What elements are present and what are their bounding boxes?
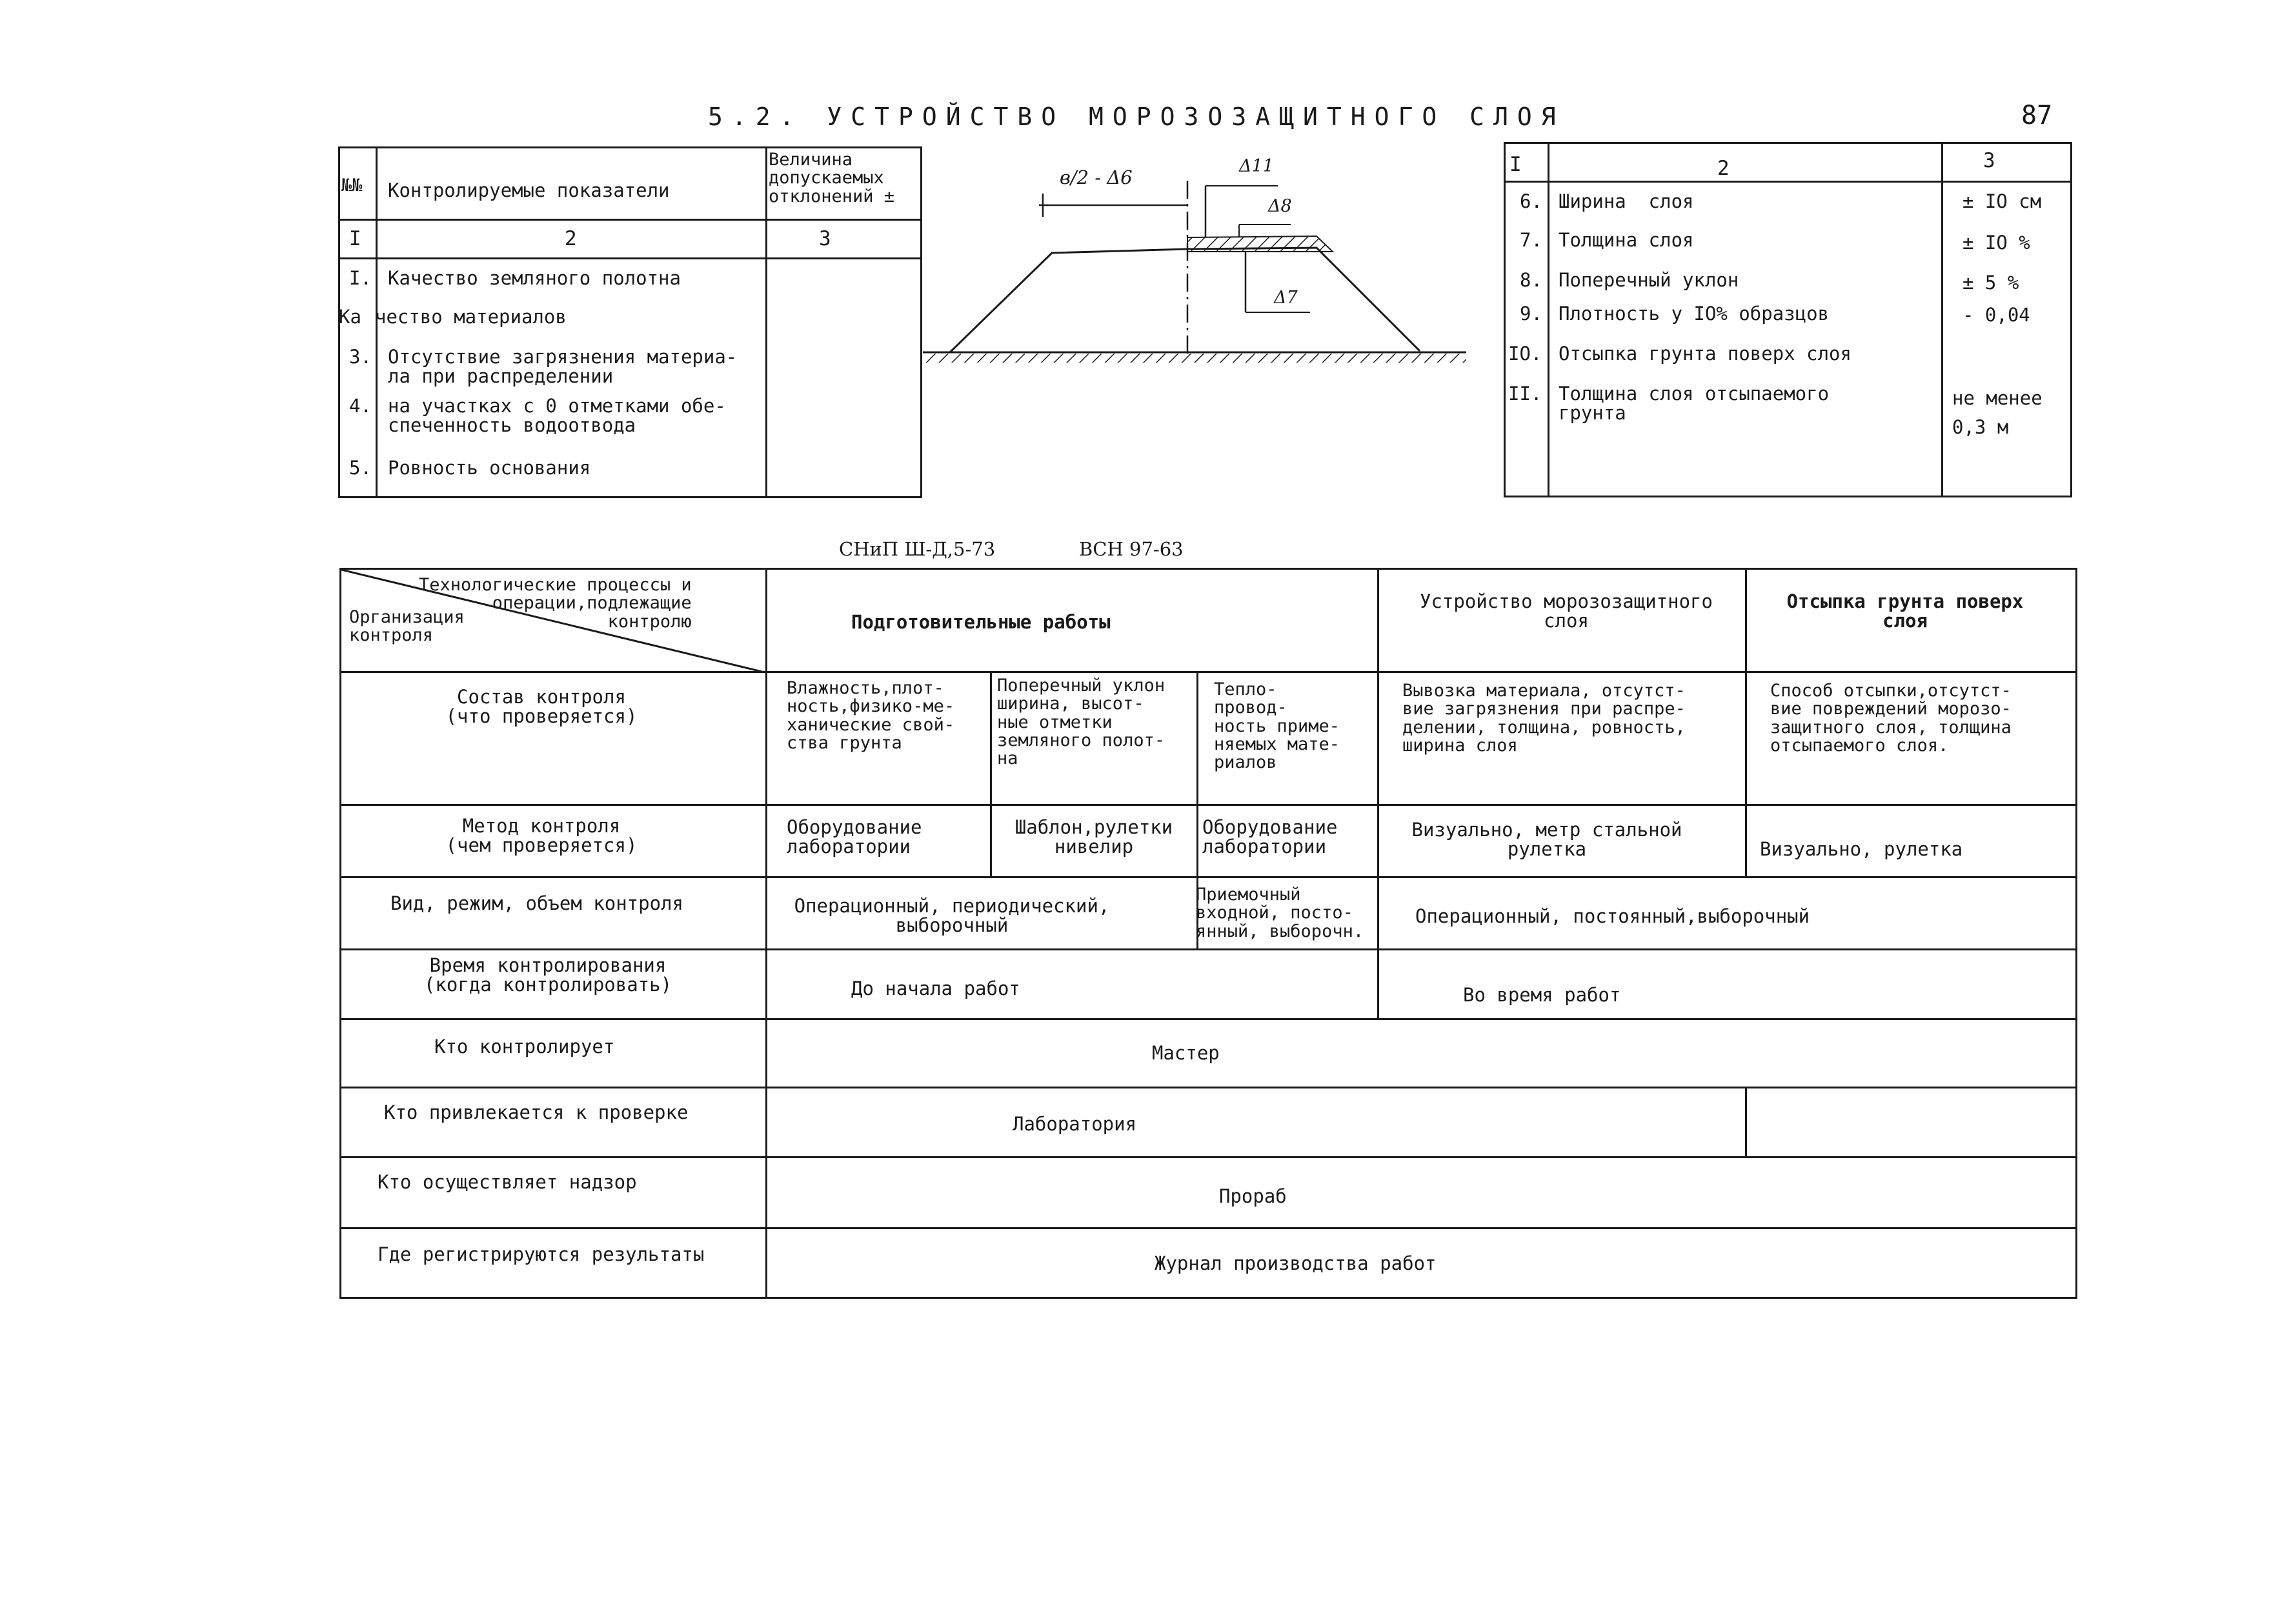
label-supervision: Кто осуществляет надзор (341, 1158, 767, 1228)
corner-cell (341, 569, 767, 672)
col-layer-header: Устройство морозозащитного слоя (1378, 569, 1746, 672)
cross-section-drawing (916, 142, 1471, 387)
row-tolerances (767, 259, 922, 497)
label-time: Время контролирования (когда контролировать) (341, 950, 767, 1019)
method-c1: Оборудование лаборатории (767, 805, 991, 877)
label-method: Метод контроля (чем проверяется) (341, 805, 767, 877)
mode-c12: Операционный, периодический, выборочный (767, 877, 1198, 950)
frost-layer (1187, 236, 1333, 252)
indicator-3: Отсутствие загрязнения материа- ла при распределении (388, 346, 738, 388)
label-half-width: в/2 - Δ6 (1060, 166, 1133, 188)
label-results: Где регистрируются результаты (341, 1228, 767, 1298)
rindicator-7: Толщина слоя (1559, 229, 1694, 251)
tol-7: ± IO % (1962, 232, 2030, 254)
row-numbers: I. Ка 3. 4. 5. (339, 259, 377, 497)
rrow-tolerances (1942, 182, 2072, 497)
method-c3: Оборудование лаборатории (1198, 805, 1378, 877)
composition-c4: Вывозка материала, отсутст- вие загрязнения при распре- делении, толщина, ровность, ширина слоя (1378, 672, 1746, 805)
time-c123: До начала работ (767, 950, 1378, 1019)
rcolnum-1: I (1505, 143, 1549, 182)
results-value: Журнал производства работ (767, 1228, 2077, 1298)
reference-snip: СНиП Ш-Д,5-73 (839, 538, 996, 560)
tol-8: ± 5 % (1962, 272, 2019, 294)
corner-processes: Технологические процессы и операции,подлежащие контролю (419, 575, 692, 632)
rindicator-8: Поперечный уклон (1559, 269, 1739, 291)
corner-organization: Организация контроля (349, 607, 465, 646)
page-number: 87 (2021, 101, 2053, 130)
tol-11: не менее 0,3 м (1952, 387, 2043, 438)
ground-hatching (924, 354, 1466, 363)
who-involved-value: Лаборатория (767, 1088, 1746, 1158)
header-indicator: Контролируемые показатели (377, 148, 767, 220)
rindicator-9: Плотность у IO% образцов (1559, 303, 1830, 325)
method-c5: Визуально, рулетка (1746, 805, 2077, 877)
rindicator-10: Отсыпка грунта поверх слоя (1559, 343, 1851, 365)
label-who-involved: Кто привлекается к проверке (341, 1088, 767, 1158)
tol-9: - 0,04 (1962, 304, 2030, 326)
label-delta-8: Δ8 (1268, 196, 1292, 216)
label-composition: Состав контроля (что проверяется) (341, 672, 767, 805)
mode-c3: Приемочный входной, посто- янный, выборочн. (1198, 877, 1378, 950)
header-num: №№ (339, 148, 377, 220)
colnum-1: I (339, 220, 377, 259)
rrow-numbers: 6. 7. 8. 9. IO. II. (1505, 182, 1549, 497)
indicator-4: на участках с 0 отметками обе- спеченность водоотвода (388, 395, 726, 437)
who-controls-value: Мастер (767, 1019, 2077, 1088)
rcolnum-2: 2 (1549, 143, 1942, 182)
indicator-1: Качество земляного полотна (388, 267, 681, 289)
mode-c45: Операционный, постоянный,выборочный (1378, 877, 2077, 950)
composition-c2: Поперечный уклон ширина, высот- ные отметки земляного полот- на (991, 672, 1198, 805)
supervision-value: Прораб (767, 1158, 2077, 1228)
header-tolerance: Величина допускаемых отклонений ± (767, 148, 922, 220)
colnum-2: 2 (377, 220, 767, 259)
rrow-indicators (1549, 182, 1942, 497)
embankment-outline (950, 248, 1420, 352)
colnum-3: 3 (767, 220, 922, 259)
rindicator-11: Толщина слоя отсыпаемого грунта (1559, 383, 1830, 425)
method-c2: Шаблон,рулетки нивелир (991, 805, 1198, 877)
page-title: 5.2. УСТРОЙСТВО МОРОЗОЗАЩИТНОГО СЛОЯ (708, 103, 1565, 131)
composition-c5: Способ отсыпки,отсутст- вие повреждений морозо- защитного слоя, толщина отсыпаемого слоя. (1746, 672, 2077, 805)
label-delta-11: Δ11 (1239, 156, 1274, 176)
col-prep-header: Подготовительные работы (767, 569, 1378, 672)
composition-c1: Влажность,плот- ность,физико-ме- ханические свой- ства грунта (767, 672, 991, 805)
composition-c3: Тепло- провод- ность приме- няемых мате- риалов (1198, 672, 1378, 805)
tol-6: ± IO см (1962, 190, 2042, 212)
label-mode: Вид, режим, объем контроля (341, 877, 767, 950)
indicator-2: чество материалов (375, 306, 567, 328)
rcolnum-3: 3 (1942, 143, 2072, 182)
method-c4: Визуально, метр стальной рулетка (1378, 805, 1746, 877)
indicator-5: Ровность основания (388, 457, 591, 479)
row-indicators (377, 259, 767, 497)
reference-vsn: ВСН 97-63 (1079, 538, 1184, 560)
time-c45: Во время работ (1378, 950, 2077, 1019)
label-delta-7: Δ7 (1274, 288, 1298, 308)
embankment-cross-section (916, 142, 1471, 387)
col-fill-header: Отсыпка грунта поверх слоя (1746, 569, 2077, 672)
who-involved-empty (1746, 1088, 2077, 1158)
label-who-controls: Кто контролирует (341, 1019, 767, 1088)
rindicator-6: Ширина слоя (1559, 190, 1694, 212)
